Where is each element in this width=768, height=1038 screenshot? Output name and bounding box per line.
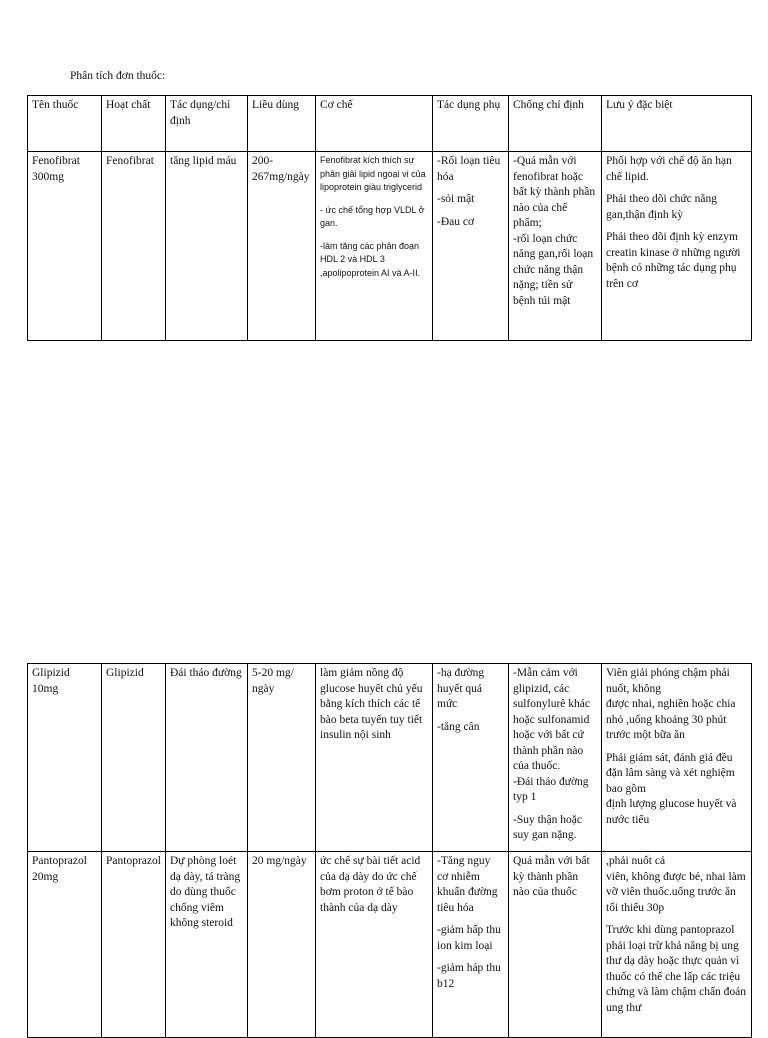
cell-contraindications [509,664,602,852]
cell-active-ingredient: Glipizid [102,664,166,852]
header-drug-name: Tên thuốc [28,96,102,152]
cell-mechanism [316,664,433,852]
note-line: Phối hợp với chế độ ăn hạn chế lipid. [606,155,732,183]
cell-dose: 20 mg/ngày [248,852,316,1038]
cell-active-ingredient: Pantoprazol [102,852,166,1038]
cell-indication: tăng lipid máu [166,152,248,341]
drug-analysis-table-2 [27,663,752,1038]
mechanism-line: -làm tăng các phân đoạn HDL 2 và HDL 3 ,apolipoprotein AI và A-II. [320,240,421,278]
note-line: được nhai, nghiền hoặc chia nhỏ ,uống khoảng 30 phút trước một bữa ăn [606,698,736,741]
cell-special-notes [602,852,752,1038]
cell-drug-name: Pantoprazol 20mg [28,852,102,1038]
header-special-notes: Lưu ý đặc biệt [602,96,752,152]
table-row-glipizid [28,664,752,852]
note-line: viên, không được bẻ, nhai làm vỡ viên thuốc.uống trước ăn tối thiểu 30p [606,870,746,914]
note-line: Phải theo dõi định kỳ enzym creatin kinase ở những người bệnh có những tác dụng phụ trên cơ [606,231,741,290]
cell-indication: Đái tháo đường [166,664,248,852]
header-active-ingredient: Hoạt chất [102,96,166,152]
cell-special-notes [602,152,752,341]
cell-mechanism [316,852,433,1038]
cell-side-effects [433,152,509,341]
cell-contraindications [509,152,602,341]
cell-dose: 200-267mg/ngày [248,152,316,341]
cell-side-effects [433,852,509,1038]
contraindication-line: -Suy thận hoặc suy gan nặng. [513,813,582,841]
cell-indication: Dự phòng loét dạ dày, tá tràng do dùng thuốc chống viêm không steroid [166,852,248,1038]
header-indication: Tác dụng/chỉ định [166,96,248,152]
contraindication-line: -Mẫn cảm với glipizid, các sulfonylurê khác hoặc sulfonamid hoặc với bất cứ thành phần nào của thuốc. [513,667,590,772]
mechanism-line: làm giảm nồng độ glucose huyết chủ yếu bằng kích thích các tế bào beta tuyến tuy tiết insulin nội sinh [320,667,423,741]
document-heading: Phân tích đơn thuốc: [70,70,166,82]
contraindication-line: -Quá mẫn với fenofibrat hoặc bất kỳ thành phần nào của chế phẩm; [513,155,596,229]
contraindication-line: -Đái tháo đường typ 1 [513,775,589,803]
cell-contraindications [509,852,602,1038]
note-line: định lượng glucose huyết và nước tiểu [606,798,737,826]
side-effect-line: -Rối loạn tiêu hóa [437,155,501,183]
contraindication-line: -rối loạn chức năng gan,rối loạn chức năng thận nặng; tiền sử bệnh túi mật [513,232,594,307]
drug-analysis-table-1 [27,95,752,341]
header-mechanism: Cơ chế [316,96,433,152]
cell-drug-name: Fenofibrat 300mg [28,152,102,341]
header-dose: Liều dùng [248,96,316,152]
table-header-row [28,96,752,152]
table-row-fenofibrat [28,152,752,341]
note-line: ,phải nuốt cả [606,855,666,867]
side-effect-line: -giảm hấp thu ion kim loại [437,924,501,952]
note-line: Trước khi dùng pantoprazol phải loại trừ khả năng bị ung thư dạ dày hoặc thực quản vì thuốc có thể che lấp các triệu chứng và làm chậm chẩn đoán ung thư [606,924,747,1014]
side-effect-line: -sỏi mật [437,193,475,205]
mechanism-line: ức chế sự bài tiết acid của dạ dày do ức chế bơm proton ở tế bào thành của dạ dày [320,855,421,914]
cell-special-notes [602,664,752,852]
header-side-effects: Tác dụng phụ [433,96,509,152]
mechanism-line: - ức chế tổng hợp VLDL ở gan. [320,204,425,228]
header-contraindications: Chống chỉ định [509,96,602,152]
side-effect-line: -hạ đường huyết quá mức [437,667,485,710]
note-line: Viên giải phóng chậm phải nuốt, không [606,667,730,695]
note-line: Phải giám sát, đánh giá đều đặn lâm sàng và xét nghiệm bao gồm [606,751,735,795]
mechanism-line: Fenofibrat kích thích sự phân giải lipid ngoại vi của lipoprotein giàu triglycerid [320,155,426,192]
contraindication-line: Quá mẫn với bất kỳ thành phần nào của thuốc [513,855,590,898]
note-line: Phải theo dõi chức năng gan,thận định kỳ [606,193,717,221]
cell-drug-name: Glipizid 10mg [28,664,102,852]
side-effect-line: -Tăng nguy cơ nhiễm khuẩn đường tiêu hóa [437,855,498,914]
table-row-pantoprazol [28,852,752,1038]
cell-active-ingredient: Fenofibrat [102,152,166,341]
side-effect-line: -Đau cơ [437,215,475,228]
cell-dose: 5-20 mg/ ngày [248,664,316,852]
side-effect-line: -tăng cân [437,720,480,733]
cell-side-effects [433,664,509,852]
cell-mechanism [316,152,433,341]
side-effect-line: -giảm háp thu b12 [437,962,501,990]
